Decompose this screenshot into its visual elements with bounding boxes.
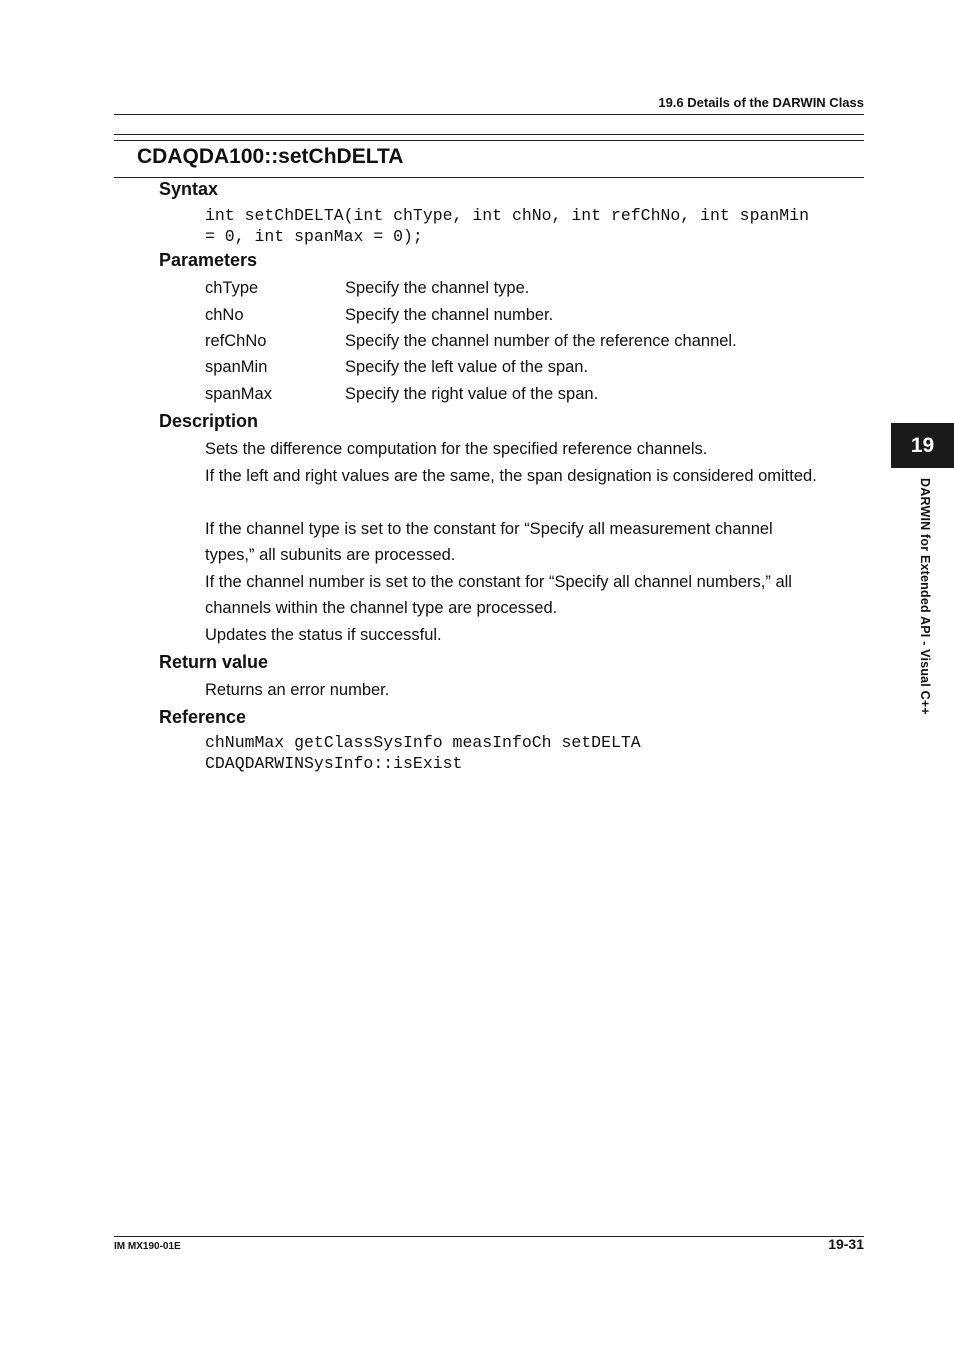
description-line: Sets the difference computation for the specified reference channels. xyxy=(205,440,708,458)
description-line: channels within the channel type are processed. xyxy=(205,599,558,617)
chapter-side-label: DARWIN for Extended API - Visual C++ xyxy=(918,478,932,715)
param-desc: Specify the left value of the span. xyxy=(345,358,589,376)
param-desc: Specify the channel number of the reference channel. xyxy=(345,332,737,350)
parameters-heading: Parameters xyxy=(159,250,258,270)
reference-heading: Reference xyxy=(159,707,247,727)
document-id: IM MX190-01E xyxy=(114,1241,181,1252)
description-line: Updates the status if successful. xyxy=(205,626,442,644)
syntax-heading: Syntax xyxy=(159,179,219,199)
title-rule-top xyxy=(114,134,864,135)
description-heading: Description xyxy=(159,411,259,431)
param-name: spanMax xyxy=(205,385,272,403)
syntax-line-1: int setChDELTA(int chType, int chNo, int refChNo, int spanMin xyxy=(205,206,809,225)
header-rule xyxy=(114,114,864,115)
param-name: chNo xyxy=(205,306,244,324)
chapter-tab xyxy=(891,423,954,468)
footer-rule xyxy=(114,1236,864,1237)
function-title: CDAQDA100::setChDELTA xyxy=(137,145,404,168)
reference-line-2: CDAQDARWINSysInfo::isExist xyxy=(205,754,463,773)
page-number: 19-31 xyxy=(828,1236,864,1252)
description-line: If the channel type is set to the constant for “Specify all measurement channel xyxy=(205,520,773,538)
syntax-line-2: = 0, int spanMax = 0); xyxy=(205,227,423,246)
description-line: If the left and right values are the same, the span designation is considered omitted. xyxy=(205,467,817,485)
description-line: types,” all subunits are processed. xyxy=(205,546,456,564)
reference-line-1: chNumMax getClassSysInfo measInfoCh setDELTA xyxy=(205,733,641,752)
title-rule-bottom xyxy=(114,177,864,178)
param-name: chType xyxy=(205,279,259,297)
chapter-number: 19 xyxy=(910,433,935,457)
return-value-text: Returns an error number. xyxy=(205,681,390,699)
param-name: refChNo xyxy=(205,332,267,350)
title-rule-top-2 xyxy=(114,140,864,141)
param-desc: Specify the channel type. xyxy=(345,279,530,297)
description-line: If the channel number is set to the constant for “Specify all channel numbers,” all xyxy=(205,573,792,591)
param-name: spanMin xyxy=(205,358,268,376)
param-desc: Specify the channel number. xyxy=(345,306,554,324)
param-desc: Specify the right value of the span. xyxy=(345,385,599,403)
running-header: 19.6 Details of the DARWIN Class xyxy=(658,95,864,110)
return-value-heading: Return value xyxy=(159,652,269,672)
